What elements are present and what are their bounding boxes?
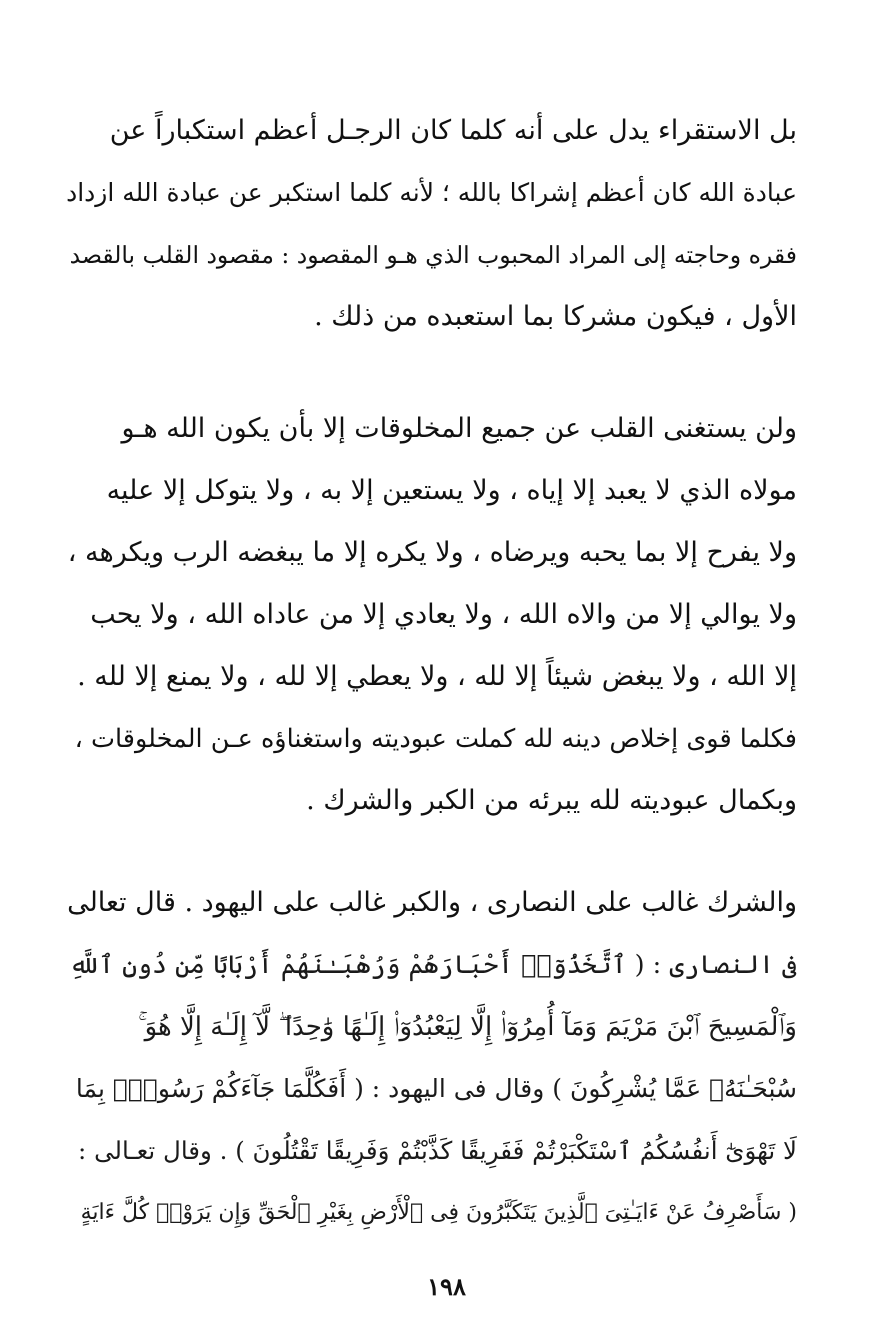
text-line: الأول ، فيكون مشركا بما استعبده من ذلك . <box>314 301 797 332</box>
paragraph-3 <box>66 872 797 1244</box>
text-line: إلا الله ، ولا يبغض شيئاً إلا لله ، ولا يعطي إلا لله ، ولا يمنع إلا لله . <box>77 661 797 692</box>
text-line: وبكمال عبوديته لله يبرئه من الكبر والشرك . <box>306 785 797 816</box>
quran-verse-line: وَٱلْمَسِيحَ ٱبْنَ مَرْيَمَ وَمَآ أُمِرُوٓا۟ إِلَّا لِيَعْبُدُوٓا۟ إِلَـٰهًا وَٰحِدًا ۖ لَّآ إِلَـٰهَ إِلَّا هُوَ ۚ <box>138 1012 797 1042</box>
text-line: عبادة الله كان أعظم إشراكا بالله ؛ لأنه كلما استكبر عن عبادة الله ازداد <box>66 178 797 207</box>
paragraph-1 <box>66 100 797 348</box>
text-line: ولا يوالي إلا من والاه الله ، ولا يعادي إلا من عاداه الله ، ولا يحب <box>90 599 797 630</box>
text-line: فكلما قوى إخلاص دينه لله كملت عبوديته واستغناؤه عـن المخلوقات ، <box>74 724 797 754</box>
text-line: ولن يستغنى القلب عن جميع المخلوقات إلا بأن يكون الله هـو <box>121 413 797 444</box>
paragraph-2 <box>66 398 797 832</box>
text-line: فقره وحاجته إلى المراد المحبوب الذي هـو المقصود : مقصود القلب بالقصد <box>69 241 797 269</box>
quran-verse-line: فى النصارى : ( ٱتَّخَذُوٓا۟ أَحْبَارَهُمْ وَرُهْبَـٰنَهُمْ أَرْبَابًا مِّن دُونِ ٱللَّهِ <box>69 950 797 980</box>
text-line: والشرك غالب على النصارى ، والكبر غالب على اليهود . قال تعالى <box>67 887 797 918</box>
text-line: ولا يفرح إلا بما يحبه ويرضاه ، ولا يكره إلا ما يبغضه الرب ويكرهه ، <box>67 537 797 568</box>
quran-verse-line: سُبْحَـٰنَهُۥ عَمَّا يُشْرِكُونَ ) وقال فى اليهود : ( أَفَكُلَّمَا جَآءَكُمْ رَسُولٌۢ بِمَا <box>75 1074 797 1103</box>
quran-verse-line: ( سَأَصْرِفُ عَنْ ءَايَـٰتِىَ ٱلَّذِينَ يَتَكَبَّرُونَ فِى ٱلْأَرْضِ بِغَيْرِ ٱلْحَقِّ وَإِن يَرَوْا۟ كُلَّ ءَايَةٍ <box>80 1200 797 1225</box>
text-line: بل الاستقراء يدل على أنه كلما كان الرجـل أعظم استكباراً عن <box>109 115 797 146</box>
quran-verse-line: لَا تَهْوَىٰٓ أَنفُسُكُمُ ٱسْتَكْبَرْتُمْ فَفَرِيقًا كَذَّبْتُمْ وَفَرِيقًا تَقْتُلُونَ ) . وقال تعـالى : <box>78 1136 797 1165</box>
page-number: ١٩٨ <box>427 1272 466 1301</box>
text-line: مولاه الذي لا يعبد إلا إياه ، ولا يستعين إلا به ، ولا يتوكل إلا عليه <box>106 475 797 506</box>
